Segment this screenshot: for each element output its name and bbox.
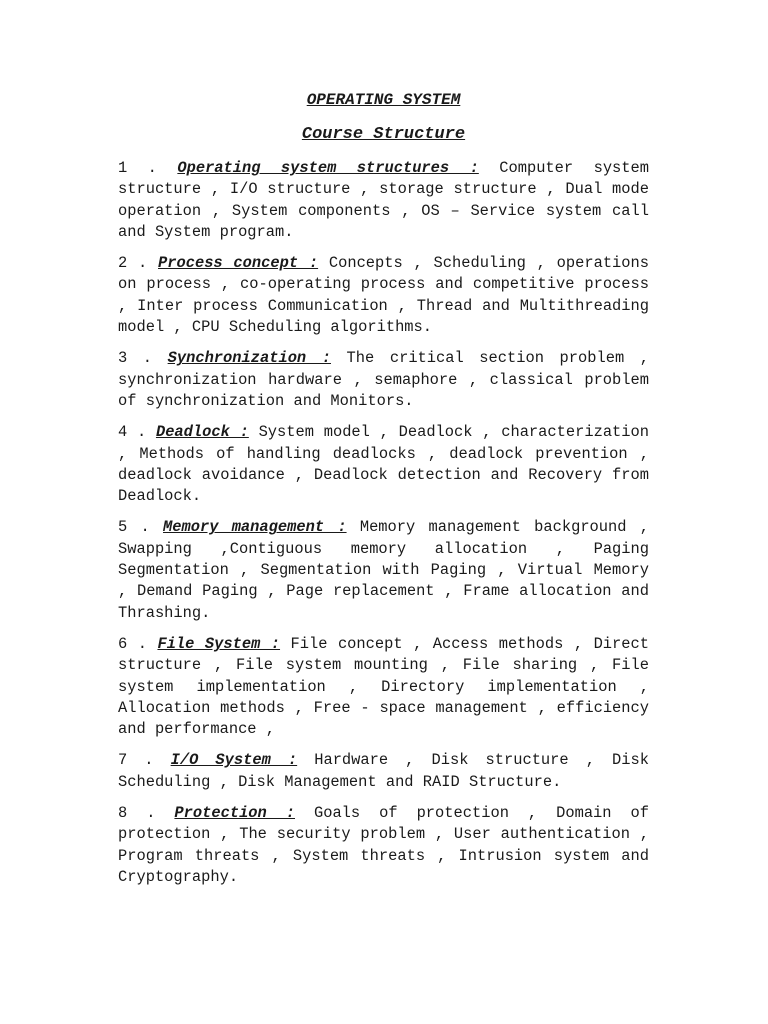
item-text: Goals of protection , Domain of protection , The security problem , User authentication , Program threats , System threats , Intrusion system and Cryptography. — [118, 804, 649, 886]
item-text: Computer system structure , I/O structure , storage structure , Dual mode operation , System components , OS – Service system call and System program. — [118, 159, 649, 241]
item-text: System model , Deadlock , characterization , Methods of handling deadlocks , deadlock prevention , deadlock avoidance , Deadlock detection and Recovery from Deadlock. — [118, 423, 649, 506]
item-heading: I/O System : — [170, 751, 298, 770]
item-number: 3 . — [118, 349, 168, 368]
item-text: File concept , Access methods , Direct structure , File system mounting , File sharing , File system implementation , Directory implementation , Allocation methods , Free - space management , efficiency and performance , — [118, 634, 649, 739]
item-text: Concepts , Scheduling , operations on process , co-operating process and competitive process , Inter process Communication , Thread and Multithreading model , CPU Scheduling algorithms. — [118, 254, 649, 337]
item-number: 2 . — [118, 254, 159, 273]
document-title: OPERATING SYSTEM — [306, 91, 461, 109]
item-heading: Process concept : — [158, 254, 319, 273]
item-heading: Synchronization : — [167, 349, 331, 368]
document-page — [118, 88, 649, 898]
course-item-6 — [118, 634, 649, 740]
course-item-1 — [118, 158, 649, 243]
item-text: Memory management background , Swapping ,Contiguous memory allocation , Paging Segmentation , Segmentation with Paging , Virtual Memory , Demand Paging , Page replacement , Frame allocation and Thrashing. — [118, 518, 649, 622]
item-number: 7 . — [118, 751, 171, 770]
item-heading: Deadlock : — [155, 423, 249, 442]
item-number: 5 . — [118, 518, 164, 537]
item-number: 1 . — [118, 159, 178, 177]
item-heading: Memory management : — [163, 518, 347, 537]
item-heading: Operating system structures : — [177, 159, 479, 177]
item-number: 8 . — [118, 804, 175, 823]
course-item-3 — [118, 348, 649, 412]
course-item-5 — [118, 517, 649, 623]
item-number: 6 . — [118, 634, 158, 653]
document-subtitle: Course Structure — [301, 125, 466, 144]
course-item-2 — [118, 253, 649, 338]
item-text: The critical section problem , synchronization hardware , semaphore , classical problem of synchronization and Monitors. — [118, 349, 649, 410]
item-heading: Protection : — [174, 804, 295, 823]
item-text: Hardware , Disk structure , Disk Scheduling , Disk Management and RAID Structure. — [118, 751, 649, 791]
item-number: 4 . — [118, 423, 156, 442]
item-heading: File System : — [157, 634, 281, 653]
course-item-8 — [118, 803, 649, 888]
course-item-4 — [118, 422, 649, 507]
course-item-7 — [118, 750, 649, 793]
